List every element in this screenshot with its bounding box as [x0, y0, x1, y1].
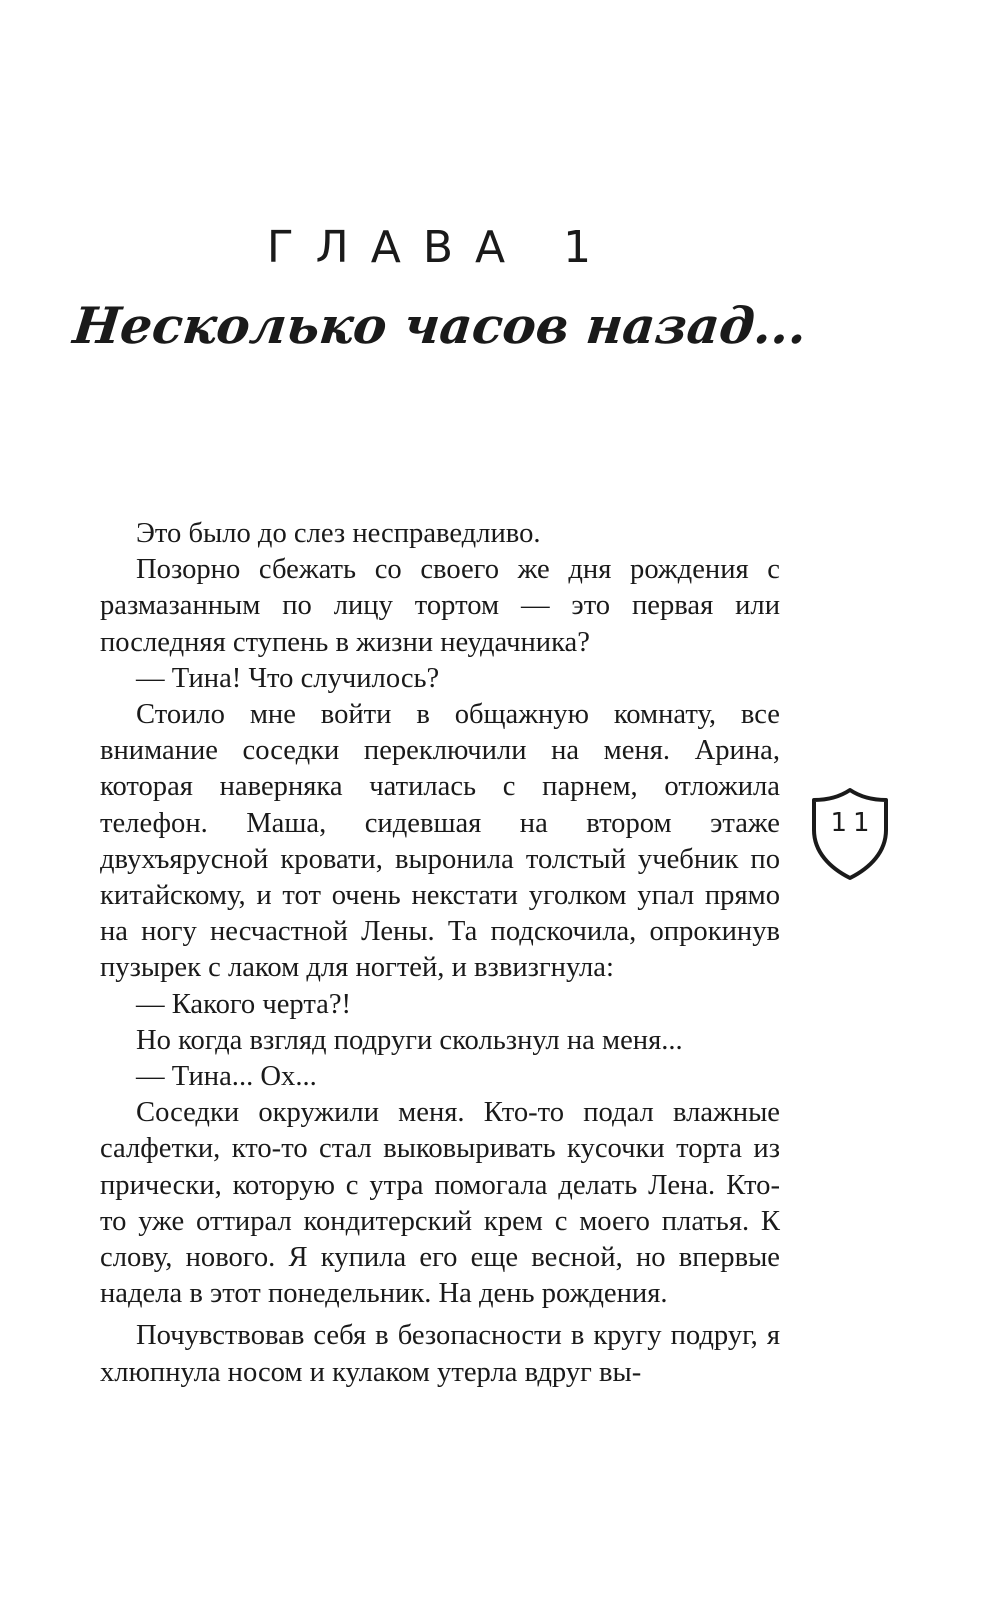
- chapter-subtitle: Несколько часов назад...: [70, 296, 810, 355]
- paragraph: Но когда взгляд подруги скользнул на меня...: [136, 1024, 683, 1056]
- body-text: [100, 516, 780, 1391]
- paragraph: Позорно сбежать со своего же дня рождения с размазанным по лицу тортом — это первая или последняя ступень в жизни неудачника?: [100, 554, 780, 658]
- page-number-badge: [810, 786, 890, 882]
- page-number: 11: [830, 808, 876, 838]
- paragraph: — Тина! Что случилось?: [136, 662, 440, 694]
- paragraph: — Тина... Ох...: [136, 1061, 317, 1093]
- paragraph: Почувствовав себя в безопасности в кругу подруг, я хлюпнула носом и кулаком утерла вдруг вы-: [100, 1320, 780, 1388]
- chapter-label: ГЛАВА 1: [266, 222, 614, 273]
- paragraph: Соседки окружили меня. Кто-то подал влажные салфетки, кто-то стал выковыривать кусочки торта из прически, которую с утра помогала делать Лена. Кто-то уже оттирал кондитерский крем с моего платья. К слову, нового. Я купила его еще весной, но впервые надела в этот понедельник. На день рождения.: [100, 1097, 780, 1310]
- paragraph: Это было до слез несправедливо.: [136, 518, 541, 549]
- paragraph: Стоило мне войти в общажную комнату, все внимание соседки переключили на меня. Арина, которая наверняка чатилась с парнем, отложила телефон. Маша, сидевшая на втором этаже двухъярусной кровати, выронила толстый учебник по китайскому, и тот очень некстати уголком упал прямо на ногу несчастной Лены. Та подскочила, опрокинув пузырек с лаком для ногтей, и взвизгнула:: [100, 699, 780, 984]
- paragraph: — Какого черта?!: [136, 988, 352, 1020]
